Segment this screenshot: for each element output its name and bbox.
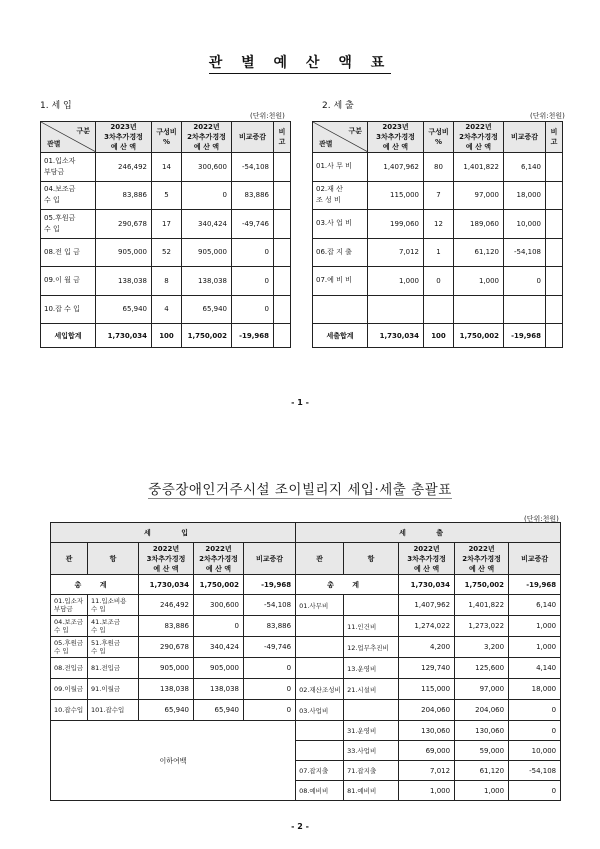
out-prev: 204,060 [455, 700, 509, 721]
income-row [41, 238, 291, 267]
col-note-header: 비 고 [546, 122, 563, 153]
out-hang [344, 595, 399, 616]
in-total-prev: 1,750,002 [194, 575, 244, 595]
out-gwan: 01.사무비 [296, 595, 344, 616]
page-number-1: - 1 - [291, 398, 309, 407]
in-hang: 51.후원금 수 입 [88, 637, 139, 658]
out-cur-header: 2022년 3차추가경정 예 산 액 [399, 543, 455, 575]
in-prev: 300,600 [194, 595, 244, 616]
out-cur: 204,060 [399, 700, 455, 721]
out-diff: 18,000 [509, 679, 561, 700]
in-prev: 0 [194, 616, 244, 637]
out-cur: 130,060 [399, 721, 455, 741]
expense-row-label: 02.재 산 조 성 비 [313, 181, 368, 210]
expense-row-label: 07.예 비 비 [313, 267, 368, 296]
income-row-label: 08.전 입 금 [41, 238, 96, 267]
diag-top-label: 구분 [76, 127, 90, 135]
expense-row-cur: 1,407,962 [368, 153, 424, 182]
in-diff: 83,886 [244, 616, 296, 637]
in-prev: 340,424 [194, 637, 244, 658]
total-note [274, 324, 291, 348]
income-row-note [274, 210, 291, 239]
total-label: 세입합계 [41, 324, 96, 348]
total-cur: 1,730,034 [368, 324, 424, 348]
expense-row-diff: 0 [504, 267, 546, 296]
summary-row [51, 616, 561, 637]
in-gwan: 01.입소자 부담금 [51, 595, 88, 616]
in-gwan: 04.보조금 수 입 [51, 616, 88, 637]
out-prev: 59,000 [455, 741, 509, 761]
out-prev: 61,120 [455, 761, 509, 781]
out-gwan: 03.사업비 [296, 700, 344, 721]
expense-row-prev: 1,401,822 [454, 153, 504, 182]
out-hang: 81.예비비 [344, 781, 399, 801]
income-row-note [274, 181, 291, 210]
in-diff: -54,108 [244, 595, 296, 616]
income-row-cur: 290,678 [96, 210, 152, 239]
in-prev: 65,940 [194, 700, 244, 721]
expense-row [313, 295, 563, 324]
col-diff-header: 비교증감 [232, 122, 274, 153]
out-gwan [296, 741, 344, 761]
in-total-cur: 1,730,034 [139, 575, 194, 595]
income-row-ratio: 52 [152, 238, 182, 267]
diag-bottom-label: 관별 [47, 140, 61, 148]
out-diff: 0 [509, 721, 561, 741]
out-diff: 0 [509, 700, 561, 721]
income-row-prev: 905,000 [182, 238, 232, 267]
out-total-prev: 1,750,002 [455, 575, 509, 595]
in-cur: 246,492 [139, 595, 194, 616]
expense-row-note [546, 210, 563, 239]
income-row-ratio: 17 [152, 210, 182, 239]
income-row-prev: 65,940 [182, 295, 232, 324]
in-cur-header: 2022년 3차추가경정 예 산 액 [139, 543, 194, 575]
total-prev: 1,750,002 [182, 324, 232, 348]
income-row-note [274, 295, 291, 324]
col-prev-header: 2022년 2차추가경정 예 산 액 [454, 122, 504, 153]
out-gwan: 02.재산조성비 [296, 679, 344, 700]
expense-row-cur: 199,060 [368, 210, 424, 239]
out-cur: 1,274,022 [399, 616, 455, 637]
in-prev: 905,000 [194, 658, 244, 679]
income-diag-header [41, 122, 96, 153]
income-row-label: 09.이 월 금 [41, 267, 96, 296]
in-total-label: 총 계 [51, 575, 139, 595]
income-row-note [274, 153, 291, 182]
total-ratio: 100 [152, 324, 182, 348]
page2-unit-label: (단위:천원) [524, 515, 559, 523]
in-cur: 83,886 [139, 616, 194, 637]
expense-row-ratio: 80 [424, 153, 454, 182]
in-gwan: 10.잡수입 [51, 700, 88, 721]
summary-row [51, 679, 561, 700]
out-prev-header: 2022년 2차추가경정 예 산 액 [455, 543, 509, 575]
in-gwan: 09.이월금 [51, 679, 88, 700]
in-cur: 290,678 [139, 637, 194, 658]
expense-row-ratio: 0 [424, 267, 454, 296]
total-prev: 1,750,002 [454, 324, 504, 348]
out-cur: 115,000 [399, 679, 455, 700]
income-unit-label: (단위:천원) [250, 112, 285, 120]
out-gwan-header: 관 [296, 543, 344, 575]
income-row-diff: 0 [232, 267, 274, 296]
out-gwan: 07.잡지출 [296, 761, 344, 781]
income-row-prev: 340,424 [182, 210, 232, 239]
out-total-label: 총 계 [296, 575, 399, 595]
income-row-diff: 83,886 [232, 181, 274, 210]
expense-row-prev: 61,120 [454, 238, 504, 267]
in-diff: 0 [244, 658, 296, 679]
summary-row [51, 700, 561, 721]
out-diff-header: 비교증감 [509, 543, 561, 575]
income-section-label: 1. 세 입 [40, 101, 72, 111]
expense-row-diff [504, 295, 546, 324]
page2-title: 중증장애인거주시설 조이빌리지 세입·세출 총괄표 [148, 482, 452, 498]
income-total-row [41, 324, 291, 348]
out-diff: 6,140 [509, 595, 561, 616]
out-hang: 13.운영비 [344, 658, 399, 679]
expense-group-header: 세 출 [296, 523, 561, 543]
income-row-ratio: 4 [152, 295, 182, 324]
income-row [41, 181, 291, 210]
income-row-prev: 300,600 [182, 153, 232, 182]
income-row-prev: 0 [182, 181, 232, 210]
total-diff: -19,968 [504, 324, 546, 348]
in-hang: 91.이월금 [88, 679, 139, 700]
in-diff: -49,746 [244, 637, 296, 658]
out-diff: 1,000 [509, 637, 561, 658]
out-prev: 1,401,822 [455, 595, 509, 616]
income-row-label: 05.후원금 수 입 [41, 210, 96, 239]
out-gwan [296, 637, 344, 658]
summary-group-header [51, 523, 561, 543]
expense-row-note [546, 153, 563, 182]
out-hang: 71.잡지출 [344, 761, 399, 781]
col-ratio-header: 구성비 % [152, 122, 182, 153]
expense-row-note [546, 295, 563, 324]
in-diff: 0 [244, 700, 296, 721]
in-gwan-header: 관 [51, 543, 88, 575]
total-ratio: 100 [424, 324, 454, 348]
out-hang: 31.운영비 [344, 721, 399, 741]
summary-row [51, 658, 561, 679]
expense-row-cur: 7,012 [368, 238, 424, 267]
col-cur-header: 2023년 3차추가경정 예 산 액 [96, 122, 152, 153]
expense-row-prev: 1,000 [454, 267, 504, 296]
diag-bottom-label: 관별 [319, 140, 333, 148]
total-cur: 1,730,034 [96, 324, 152, 348]
page-number-2: - 2 - [291, 822, 309, 831]
blank-note: 이하여백 [51, 721, 296, 801]
out-hang [344, 700, 399, 721]
in-hang: 41.보조금 수 입 [88, 616, 139, 637]
expense-section-label: 2. 세 출 [322, 101, 354, 111]
summary-row [51, 637, 561, 658]
income-header-row [41, 122, 291, 153]
expense-row-prev: 97,000 [454, 181, 504, 210]
out-cur: 1,407,962 [399, 595, 455, 616]
expense-row-label: 01.사 무 비 [313, 153, 368, 182]
expense-row [313, 238, 563, 267]
income-row-ratio: 8 [152, 267, 182, 296]
expense-row-label [313, 295, 368, 324]
col-note-header: 비 고 [274, 122, 291, 153]
income-row-ratio: 14 [152, 153, 182, 182]
in-total-diff: -19,968 [244, 575, 296, 595]
out-cur: 7,012 [399, 761, 455, 781]
out-diff: 1,000 [509, 616, 561, 637]
income-row-diff: 0 [232, 295, 274, 324]
out-hang: 33.사업비 [344, 741, 399, 761]
out-total-cur: 1,730,034 [399, 575, 455, 595]
expense-row-note [546, 181, 563, 210]
out-diff: -54,108 [509, 761, 561, 781]
out-prev: 97,000 [455, 679, 509, 700]
income-row-cur: 246,492 [96, 153, 152, 182]
income-row-note [274, 267, 291, 296]
income-row-cur: 905,000 [96, 238, 152, 267]
out-hang: 21.시설비 [344, 679, 399, 700]
expense-header-row [313, 122, 563, 153]
income-row-diff: -49,746 [232, 210, 274, 239]
expense-row [313, 153, 563, 182]
out-hang: 11.인건비 [344, 616, 399, 637]
in-hang: 81.전입금 [88, 658, 139, 679]
expense-row-ratio: 1 [424, 238, 454, 267]
summary-row [51, 721, 561, 741]
out-gwan [296, 658, 344, 679]
summary-column-header [51, 543, 561, 575]
expense-row-cur: 115,000 [368, 181, 424, 210]
out-diff: 4,140 [509, 658, 561, 679]
income-table [40, 121, 291, 348]
out-total-diff: -19,968 [509, 575, 561, 595]
out-gwan: 08.예비비 [296, 781, 344, 801]
out-gwan [296, 616, 344, 637]
out-hang-header: 항 [344, 543, 399, 575]
col-ratio-header: 구성비 % [424, 122, 454, 153]
expense-row-note [546, 238, 563, 267]
out-cur: 4,200 [399, 637, 455, 658]
in-prev-header: 2022년 2차추가경정 예 산 액 [194, 543, 244, 575]
income-row [41, 267, 291, 296]
in-hang: 11.입소비용 수 입 [88, 595, 139, 616]
income-row-label: 01.입소자 부담금 [41, 153, 96, 182]
summary-table [50, 522, 561, 801]
income-row-prev: 138,038 [182, 267, 232, 296]
in-cur: 65,940 [139, 700, 194, 721]
in-gwan: 08.전입금 [51, 658, 88, 679]
expense-unit-label: (단위:천원) [530, 112, 565, 120]
expense-row [313, 210, 563, 239]
expense-row-label: 03.사 업 비 [313, 210, 368, 239]
income-row [41, 295, 291, 324]
in-hang-header: 항 [88, 543, 139, 575]
expense-row-label: 06.잡 지 출 [313, 238, 368, 267]
income-row-label: 10.잡 수 입 [41, 295, 96, 324]
expense-row-cur [368, 295, 424, 324]
total-note [546, 324, 563, 348]
income-row-note [274, 238, 291, 267]
expense-total-row [313, 324, 563, 348]
expense-row-ratio: 7 [424, 181, 454, 210]
expense-row [313, 267, 563, 296]
total-label: 세출합계 [313, 324, 368, 348]
page1-title: 관 별 예 산 액 표 [0, 52, 600, 72]
col-diff-header: 비교증감 [504, 122, 546, 153]
in-gwan: 05.후원금 수 입 [51, 637, 88, 658]
summary-total-row [51, 575, 561, 595]
in-cur: 138,038 [139, 679, 194, 700]
col-cur-header: 2023년 3차추가경정 예 산 액 [368, 122, 424, 153]
in-diff: 0 [244, 679, 296, 700]
expense-row [313, 181, 563, 210]
out-prev: 3,200 [455, 637, 509, 658]
expense-row-prev [454, 295, 504, 324]
expense-diag-header [313, 122, 368, 153]
expense-table [312, 121, 563, 348]
expense-row-note [546, 267, 563, 296]
out-prev: 1,273,022 [455, 616, 509, 637]
income-row-ratio: 5 [152, 181, 182, 210]
col-prev-header: 2022년 2차추가경정 예 산 액 [182, 122, 232, 153]
income-row-cur: 138,038 [96, 267, 152, 296]
out-cur: 69,000 [399, 741, 455, 761]
expense-row-ratio: 12 [424, 210, 454, 239]
expense-row-cur: 1,000 [368, 267, 424, 296]
out-gwan [296, 721, 344, 741]
expense-row-diff: 10,000 [504, 210, 546, 239]
expense-row-ratio [424, 295, 454, 324]
out-hang: 12.업무추진비 [344, 637, 399, 658]
in-hang: 101.잡수입 [88, 700, 139, 721]
out-diff: 0 [509, 781, 561, 801]
out-prev: 1,000 [455, 781, 509, 801]
total-diff: -19,968 [232, 324, 274, 348]
out-cur: 129,740 [399, 658, 455, 679]
income-row-diff: -54,108 [232, 153, 274, 182]
income-row-cur: 65,940 [96, 295, 152, 324]
in-prev: 138,038 [194, 679, 244, 700]
income-row-cur: 83,886 [96, 181, 152, 210]
income-row-diff: 0 [232, 238, 274, 267]
expense-row-diff: 18,000 [504, 181, 546, 210]
out-prev: 125,600 [455, 658, 509, 679]
income-group-header: 세 입 [51, 523, 296, 543]
income-row-label: 04.보조금 수 입 [41, 181, 96, 210]
expense-row-diff: -54,108 [504, 238, 546, 267]
expense-row-prev: 189,060 [454, 210, 504, 239]
out-diff: 10,000 [509, 741, 561, 761]
out-cur: 1,000 [399, 781, 455, 801]
expense-row-diff: 6,140 [504, 153, 546, 182]
out-prev: 130,060 [455, 721, 509, 741]
in-cur: 905,000 [139, 658, 194, 679]
diag-top-label: 구분 [348, 127, 362, 135]
summary-row [51, 595, 561, 616]
income-row [41, 153, 291, 182]
income-row [41, 210, 291, 239]
in-diff-header: 비교증감 [244, 543, 296, 575]
